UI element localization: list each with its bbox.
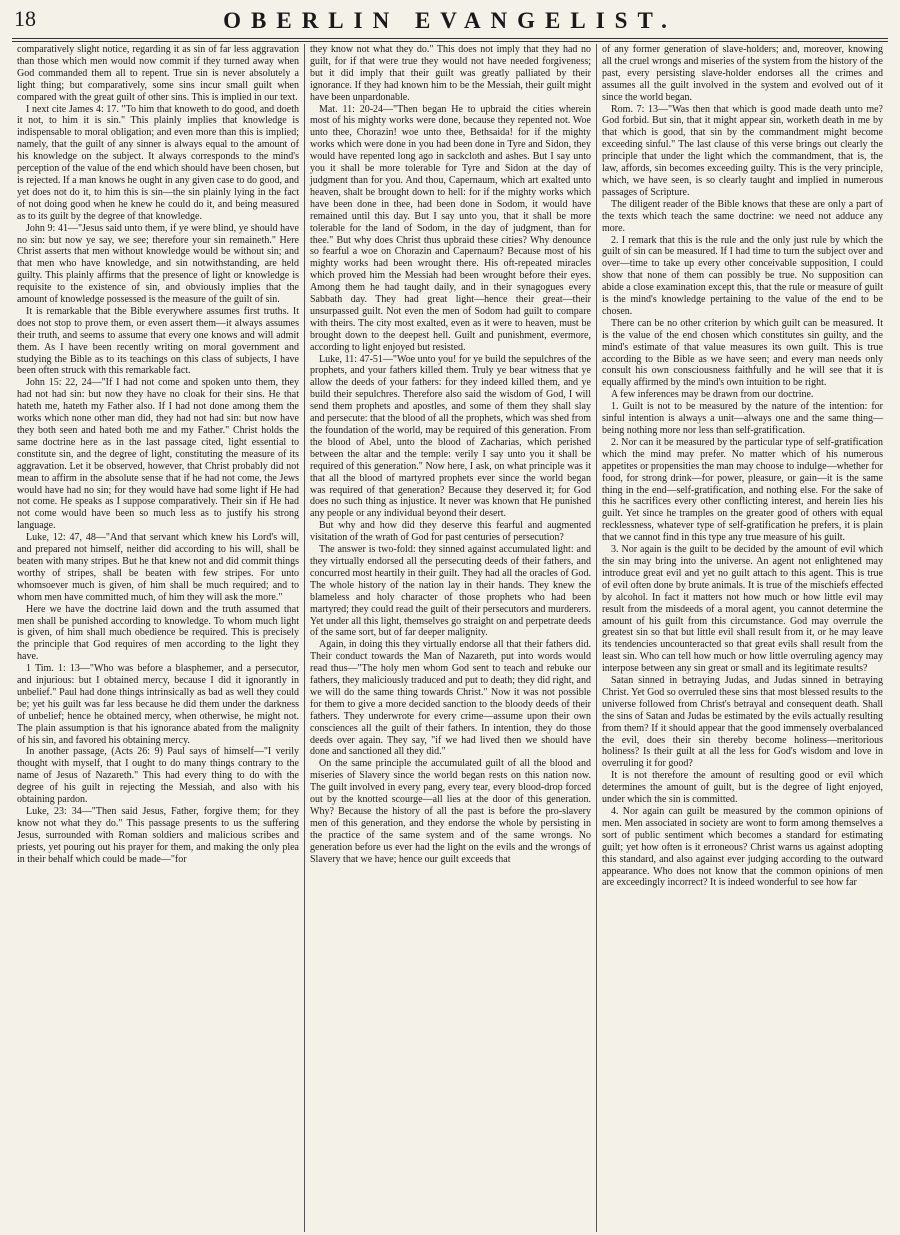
paragraph: Luke, 11: 47-51—"Woe unto you! for ye build the sepulchres of the prophets, and your fathers killed them. Truly ye bear witness that ye allow the deeds of your fathers: for they indeed killed them, and ye build their sepulchres. Therefore also said the wisdom of God, I will send them prophets and apostles, and some of them they shall slay and persecute: that the blood of all the prophets, which was shed from the foundation of the world, may be required of this generation. From the blood of Abel, unto the blood of Zacharias, which perished between the altar and the temple: verily I say unto you it shall be required of this generation." Now here, I ask, on what principle was it that all the blood of martyred prophets ever since the world began was required of that generation? Because they deserved it; for God does no such thing as injustice. It never was known that He punished any people or any individual beyond their desert. — [310, 353, 591, 520]
newspaper-title: OBERLIN EVANGELIST. — [223, 8, 677, 33]
header-rule — [12, 38, 888, 42]
paragraph: of any former generation of slave-holders; and, moreover, knowing all the cruel wrongs and miseries of the system from the history of the past, every persisting slave-holder endorses all the crimes and assumes all the guilt involved in the system and evolved out of it since the world began. — [602, 44, 883, 103]
paragraph: they know not what they do." This does not imply that they had no guilt, for if that were true they would not have needed forgiveness; but it did imply that their guilt was greatly palliated by their ignorance. If they had known him to be the Messiah, their guilt might have been unpardonable. — [310, 44, 591, 103]
paragraph: Rom. 7: 13—"Was then that which is good made death unto me? God forbid. But sin, that it might appear sin, worketh death in me by that which is good, that sin by the commandment might become exceeding sinful." The last clause of this verse brings out clearly the principle that under the light which the commandment, that is, the law, affords, sin becomes exceeding guilty. This is the very principle, which, we have seen, is so clearly taught and implied in numerous passages of Scripture. — [602, 103, 883, 198]
paragraph: It is remarkable that the Bible everywhere assumes first truths. It does not stop to prove them, or even assert them—it always assumes their truth, and seems to assume that every one knows and will admit them. As I have been recently writing on moral government and studying the Bible as to its teachings on this class of subjects, I have been often struck with this remarkable fact. — [17, 305, 299, 377]
paragraph: 2. I remark that this is the rule and the only just rule by which the guilt of sin can be measured. If I had time to turn the subject over and over—time to take up every other conceivable supposition, I could show that none of them can possibly be true. No supposition can abide a close examination except this, that the rule or measure of guilt is the mind's knowledge pertaining to the value of the end to be chosen. — [602, 234, 883, 317]
paragraph: Here we have the doctrine laid down and the truth assumed that men shall be punished according to knowledge. To whom much light is given, of him shall much obedience be required. This is precisely the principle that God requires of men according to the light they have. — [17, 603, 299, 663]
paragraph: John 15: 22, 24—"If I had not come and spoken unto them, they had not had sin: but now they have no cloak for their sins. He that hateth me, hateth my Father also. If I had not done among them the works which none other man did, they had not had sin: but now have they both seen and hated both me and my Father." Christ holds the same doctrine here as in the last passage cited, light essential to constitute sin, and the degree of light, constituting the measure of its aggravation. Let it be observed, however, that Christ probably did not mean to affirm in the absolute sense that if he had not come, the Jews would have had no sin; for they would have had some light if He had not come. He speaks as I suppose comparatively. Their sin if He had not come would have been so much less as to justify his strong language. — [17, 377, 299, 532]
paragraph: Mat. 11: 20-24—"Then began He to upbraid the cities wherein most of his mighty works were done, because they repented not. Woe unto thee, Chorazin! woe unto thee, Bethsaida! for if the mighty works which were done in you had been done in Tyre and Sidon, they would have repented long ago in sackcloth and ashes. But I say unto you it shall be more tolerable for Tyre and Sidon at the day of judgment than for you. And thou, Capernaum, which art exalted unto heaven, shalt be brought down to hell: for if the mighty works which have been done in thee, had been done in Sodom, it would have remained until this day. But I say unto you, that it shall be more tolerable for the land of Sodom, in the day of judgment, than for thee." But why does Christ thus upbraid these cities? Why denounce so fearful a woe on Chorazin and Capernaum? Because most of his mighty works had been wrought there. His oft-repeated miracles which proved him the Messiah had been wrought before their eyes. Among them he had taught daily, and in their synagogues every Sabbath day. They had great light—hence their great—their unsurpassed guilt. Not even the men of Sodom had guilt to compare with theirs. The city most exalted, even as it were to heaven, must be brought down to the deepest hell. Guilt and punishment, evermore, according to light enjoyed but resisted. — [310, 103, 591, 353]
paragraph: Satan sinned in betraying Judas, and Judas sinned in betraying Christ. Yet God so overruled these sins that most blessed results to the universe followed from Christ's betrayal and consequent death. Shall the sins of Satan and Judas be estimated by the evils actually resulting from them? If it should appear that the good immensely overbalanced the evil, does their sin thereby become holiness—meritorious holiness? Is their guilt at all the less for God's wisdom and love in overruling it for good? — [602, 675, 883, 770]
paragraph: Luke, 23: 34—"Then said Jesus, Father, forgive them; for they know not what they do." This passage presents to us the suffering Jesus, surrounded with Roman soldiers and malicious scribes and priests, yet pouring out his prayer for them, and making the only plea in their behalf which could be made—"for — [17, 806, 299, 865]
paragraph: 1 Tim. 1: 13—"Who was before a blasphemer, and a persecutor, and injurious: but I obtained mercy, because I did it ignorantly in unbelief." Paul had done things intrinsically as bad as well they could be; yet his guilt was far less because he did them under the darkness of unbelief; hence he obtained mercy, when otherwise, he might not. The plain assumption is that his ignorance abated from the malignity of his sin, and favored his obtaining mercy. — [17, 663, 299, 746]
paragraph: A few inferences may be drawn from our doctrine. — [611, 389, 814, 401]
page-number: 18 — [14, 6, 36, 31]
paragraph: 1. Guilt is not to be measured by the nature of the intention: for sinful intention is always a unit—always one and the same thing—being nothing more nor less than self-gratification. — [602, 401, 883, 436]
paragraph: comparatively slight notice, regarding it as sin of far less aggravation than those which men would now commit if they turned away when God commanded them all to repent. True sin is never absolutely a light thing; but comparatively, some sins incur small guilt when compared with the great guilt of other sins. This is implied in our text. — [17, 44, 299, 103]
paragraph: I next cite James 4: 17. "To him that knoweth to do good, and doeth it not, to him it is sin." This plainly implies that knowledge is indispensable to moral obligation; and even more than this is implied; namely, that the guilt of any sinner is always equal to the amount of his knowledge on the subject. It always corresponds to the mind's perception of the value of the end which should have been chosen, but is rejected. If a man knows he ought in any given case to do good, and yet does not do it, to him this is sin—the sin plainly lying in the fact of not doing good when he knew he could do it, and being measured as to its guilt by the degree of that knowledge. — [17, 103, 299, 222]
paragraph: 4. Nor again can guilt be measured by the common opinions of men. Men associated in society are wont to form among themselves a sort of public sentiment which becomes a standard for estimating guilt; yet how often is it erroneous? Christ warns us against adopting this standard, and also against ever judging according to the outward appearance. Who does not know that the common opinions of men are exceedingly incorrect? It is indeed wonderful to see how far — [602, 806, 883, 889]
column-3 — [596, 44, 888, 1232]
paragraph: 3. Nor again is the guilt to be decided by the amount of evil which the sin may bring into the universe. An agent not enlightened may introduce great evil and yet no guilt attach to this agent. This is true of evil often done by brute animals. It is true of the mischiefs effected by alcohol. In fact it matters not how much or how little evil may result from the misdeeds of a moral agent, you cannot determine the amount of his guilt from this circumstance. God may overrule the greatest sin so that but little evil shall result from it, or he may leave its tendencies uncounteracted so that great evils shall result from the least sin. Who can tell how much or how little overruling agency may interpose between any sin great or small and its legitimate results? — [602, 544, 883, 675]
paragraph: John 9: 41—"Jesus said unto them, if ye were blind, ye should have no sin: but now ye say, we see; therefore your sin remaineth." Here Christ asserts that men without knowledge would be without sin; and that men who have knowledge, and sin notwithstanding, are held guilty. This plainly affirms that the presence of light or knowledge is requisite to the existence of sin, and obviously implies that the amount of knowledge possessed is the measure of the guilt of sin. — [17, 222, 299, 306]
column-2 — [304, 44, 596, 1232]
paragraph: The answer is two-fold: they sinned against accumulated light: and they virtually endorsed all the persecuting deeds of their fathers, and concurred most heartily in their guilt. They had all the oracles of God. The whole history of the nation lay in their hands. They knew the blameless and holy character of those prophets who had been martyred; they could read the guilt of their persecutors and murderers. Yet under all this light, themselves go straight on and perpetrate deeds of the same sort, but of far deeper malignity. — [310, 544, 591, 639]
paragraph: Again, in doing this they virtually endorse all that their fathers did. Their conduct towards the Man of Nazareth, put into words would read thus—"The holy men whom God sent to teach and rebuke our fathers, they maliciously traduced and put to death; they did right, and we will do the same thing towards Christ." Now it was not possible for them to give a more decided sanction to the bloody deeds of their fathers. They underwrote for every crime—assume upon their own consciences all the guilt of their fathers. In intention, they do those deeds over again. They say, "if we had lived then we should have done and sanctioned all they did." — [310, 639, 591, 758]
paragraph: Luke, 12: 47, 48—"And that servant which knew his Lord's will, and prepared not himself, neither did according to his will, shall be beaten with many stripes. But he that knew not and did commit things worthy of stripes, shall be beaten with few stripes. For unto whomsoever much is given, of him shall be much required; and to whom men have committed much, of him they will ask the more." — [17, 532, 299, 603]
paragraph: The diligent reader of the Bible knows that these are only a part of the texts which teach the same doctrine: we need not adduce any more. — [602, 198, 883, 234]
paragraph: On the same principle the accumulated guilt of all the blood and miseries of Slavery since the world began rests on this nation now. The guilt involved in every pang, every tear, every blood-drop forced out by the knotted scourge—all lies at the door of this generation. Why? Because the history of all the past is before the pro-slavery men of this generation, and they endorse the whole by persisting in the practice of the same system and of the same wrongs. No generation before us ever had the light on the evils and the wrongs of Slavery that we have; hence our guilt exceeds that — [310, 758, 591, 865]
article-columns — [12, 44, 888, 1232]
paragraph: It is not therefore the amount of resulting good or evil which determines the amount of guilt, but is the degree of light enjoyed, under which the sin is committed. — [602, 770, 883, 806]
paragraph: 2. Nor can it be measured by the particular type of self-gratification which the mind may prefer. No matter which of his numerous appetites or propensities the man may choose to indulge—whether for food, for strong drink—for power, pleasure, or gain—it is the same thing in the end—self-gratification, and nothing else. For the sake of this he sacrifices every other conflicting interest, and herein lies his guilt. Yet since he tramples on the greater good of others with equal recklessness, whatever type of self-gratification he prefers, it is plain that we cannot find in this type any true measure of his guilt. — [602, 436, 883, 544]
paragraph: There can be no other criterion by which guilt can be measured. It is the value of the end chosen which constitutes sin guilty, and the mind's estimate of that value measures its own guilt. This is true according to the Bible as we have seen; and every man needs only consult his own consciousness faithfully and he will see that it is equally affirmed by the mind's own intuition to be right. — [602, 317, 883, 389]
column-1 — [12, 44, 304, 1232]
masthead — [12, 6, 888, 40]
paragraph: In another passage, (Acts 26: 9) Paul says of himself—"I verily thought with myself, that I ought to do many things contrary to the name of Jesus of Nazareth." This had every thing to do with the degree of his guilt in rejecting the Messiah, and also with his obtaining pardon. — [17, 746, 299, 806]
paragraph: But why and how did they deserve this fearful and augmented visitation of the wrath of God for past centuries of persecution? — [310, 520, 591, 544]
